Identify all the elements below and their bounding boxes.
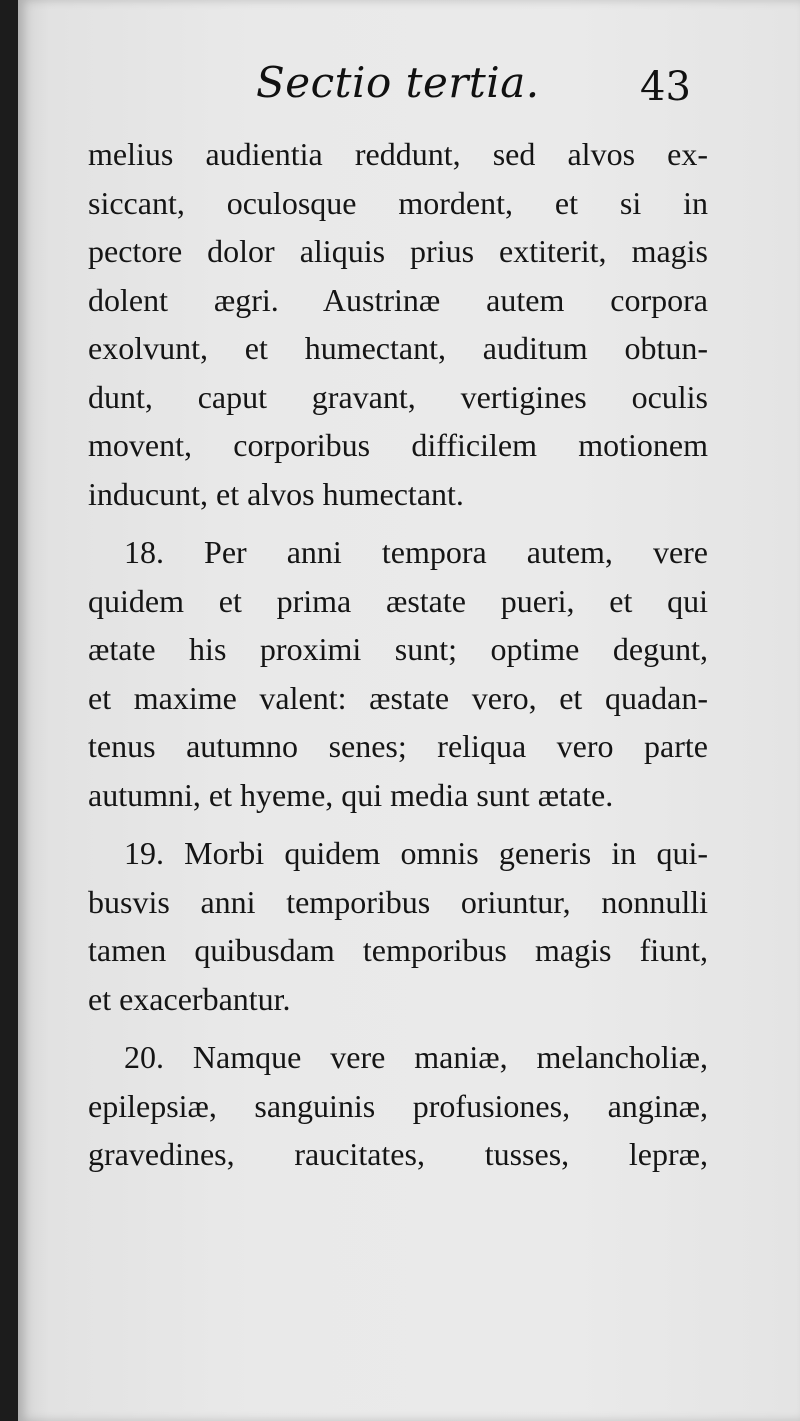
text-line: melius audientia reddunt, sed alvos ex- (88, 136, 708, 172)
text-line: pectore dolor aliquis prius extiterit, magis (88, 233, 708, 269)
text-line: tamen quibusdam temporibus magis fiunt, (88, 932, 708, 968)
text-line: siccant, oculosque mordent, et si in (88, 184, 708, 221)
text-line: et exacerbantur. (88, 980, 291, 1017)
page-header (18, 58, 800, 118)
book-page (18, 0, 800, 1421)
body-text (88, 130, 708, 1179)
text-line: gravedines, raucitates, tusses, lepræ, (88, 1136, 708, 1172)
text-line: et maxime valent: æstate vero, et quadan- (88, 679, 708, 716)
text-line: movent, corporibus difficilem motionem (88, 427, 708, 463)
text-line: busvis anni temporibus oriuntur, nonnulli (88, 883, 708, 920)
text-line: quidem et prima æstate pueri, et qui (88, 582, 708, 619)
page-number: 43 (640, 64, 691, 110)
text-line: dolent ægri. Austrinæ autem corpora (88, 281, 708, 318)
text-line: 19. Morbi quidem omnis generis in qui- (124, 835, 708, 871)
text-line: 20. Namque vere maniæ, melancholiæ, (124, 1039, 708, 1075)
text-line: dunt, caput gravant, vertigines oculis (88, 378, 708, 415)
text-line: 18. Per anni tempora autem, vere (124, 534, 708, 570)
text-line: inducunt, et alvos humectant. (88, 475, 464, 512)
running-title: Sectio tertia. (256, 58, 540, 107)
text-line: exolvunt, et humectant, auditum obtun- (88, 330, 708, 366)
text-line: ætate his proximi sunt; optime degunt, (88, 631, 708, 667)
text-line: epilepsiæ, sanguinis profusiones, anginæ, (88, 1087, 708, 1124)
text-line: tenus autumno senes; reliqua vero parte (88, 728, 708, 764)
text-line: autumni, et hyeme, qui media sunt ætate. (88, 776, 614, 813)
